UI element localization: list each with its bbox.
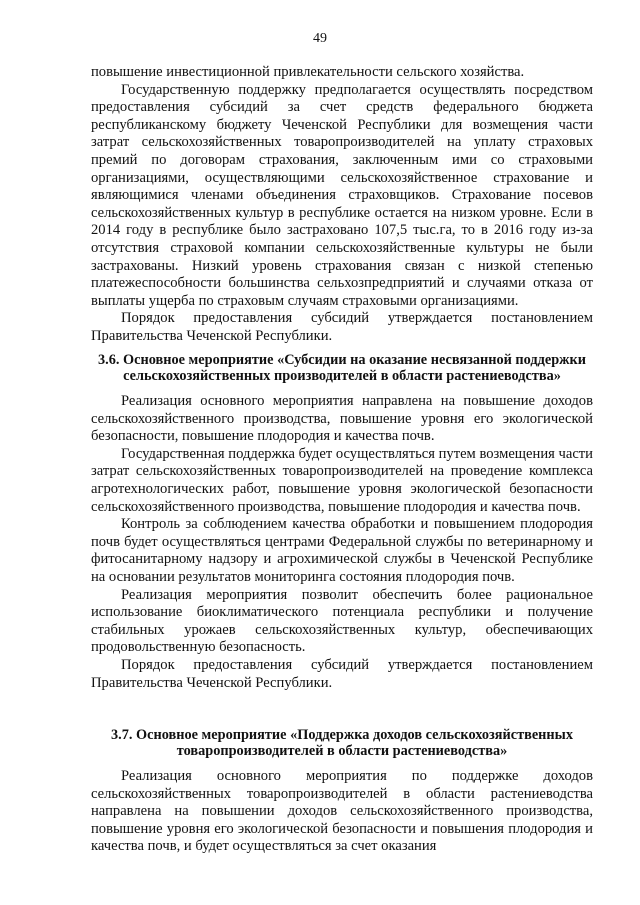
paragraph: Реализация основного мероприятия направлена на повышение доходов сельскохозяйственного производства, повышение уровня его экологической безопасности, повышение плодородия и качества почв. bbox=[91, 393, 593, 445]
paragraph: Реализация основного мероприятия по поддержке доходов сельскохозяйственных товаропроизводителей в области растениеводства направлена на повышении доходов сельскохозяйственного производства, повышение уровня его экологической безопасности и повышения плодородия и качества почв, и будет осуществляться за счет оказания bbox=[91, 768, 593, 855]
intro-block bbox=[91, 64, 593, 346]
section-3-7 bbox=[91, 728, 593, 856]
paragraph: Реализация мероприятия позволит обеспечить более рациональное использование биоклиматического потенциала республики и получение стабильных урожаев сельскохозяйственных культур, обеспечивающих продовольственную безопасность. bbox=[91, 586, 593, 656]
paragraph: Контроль за соблюдением качества обработки и повышением плодородия почв будет осуществляться центрами Федеральной службы по ветеринарному и фитосанитарному надзору и агрохимической службы в Чеченской Республике на основании результатов мониторинга состояния плодородия почв. bbox=[91, 516, 593, 585]
section-3-6 bbox=[91, 353, 593, 692]
paragraph: повышение инвестиционной привлекательности сельского хозяйства. bbox=[91, 64, 525, 80]
paragraph: Порядок предоставления субсидий утверждается постановлением Правительства Чеченской Республики. bbox=[91, 656, 593, 691]
paragraph: Государственную поддержку предполагается осуществлять посредством предоставления субсидий за счет средств федерального бюджета республиканскому бюджету Чеченской Республики для возмещения части затрат сельскохозяйственных товаропроизводителей на уплату страховых премий по договорам страхования, заключенным ими со страховыми организациями, осуществляющими сельскохозяйственное страхование и являющимися членами объединения страховщиков. Страхование посевов сельскохозяйственных культур в республике остается на низком уровне. Если в 2014 году в республике было застраховано 107,5 тыс.га, то в 2016 году из-за отсутствия страховой компании сельскохозяйственные культуры не были застрахованы. Низкий уровень страхования связан с низкой степенью платежеспособности большинства сельхозпредприятий и случаями отказа от выплаты ущерба по страховым случаям страховыми организациями. bbox=[91, 81, 593, 309]
section-heading: 3.6. Основное мероприятие «Субсидии на оказание несвязанной поддержки сельскохозяйственных производителей в области растениеводства» bbox=[98, 352, 586, 384]
paragraph: Государственная поддержка будет осуществляться путем возмещения части затрат сельскохозяйственных товаропроизводителей на проведение комплекса агротехнологических работ, повышение уровня экологической безопасности сельскохозяйственного производства, повышение плодородия и качества почв. bbox=[91, 445, 593, 515]
page-number: 49 bbox=[313, 31, 327, 46]
section-heading: 3.7. Основное мероприятие «Поддержка доходов сельскохозяйственных товаропроизводителей в области растениеводства» bbox=[111, 727, 573, 759]
paragraph: Порядок предоставления субсидий утверждается постановлением Правительства Чеченской Республики. bbox=[91, 310, 593, 344]
